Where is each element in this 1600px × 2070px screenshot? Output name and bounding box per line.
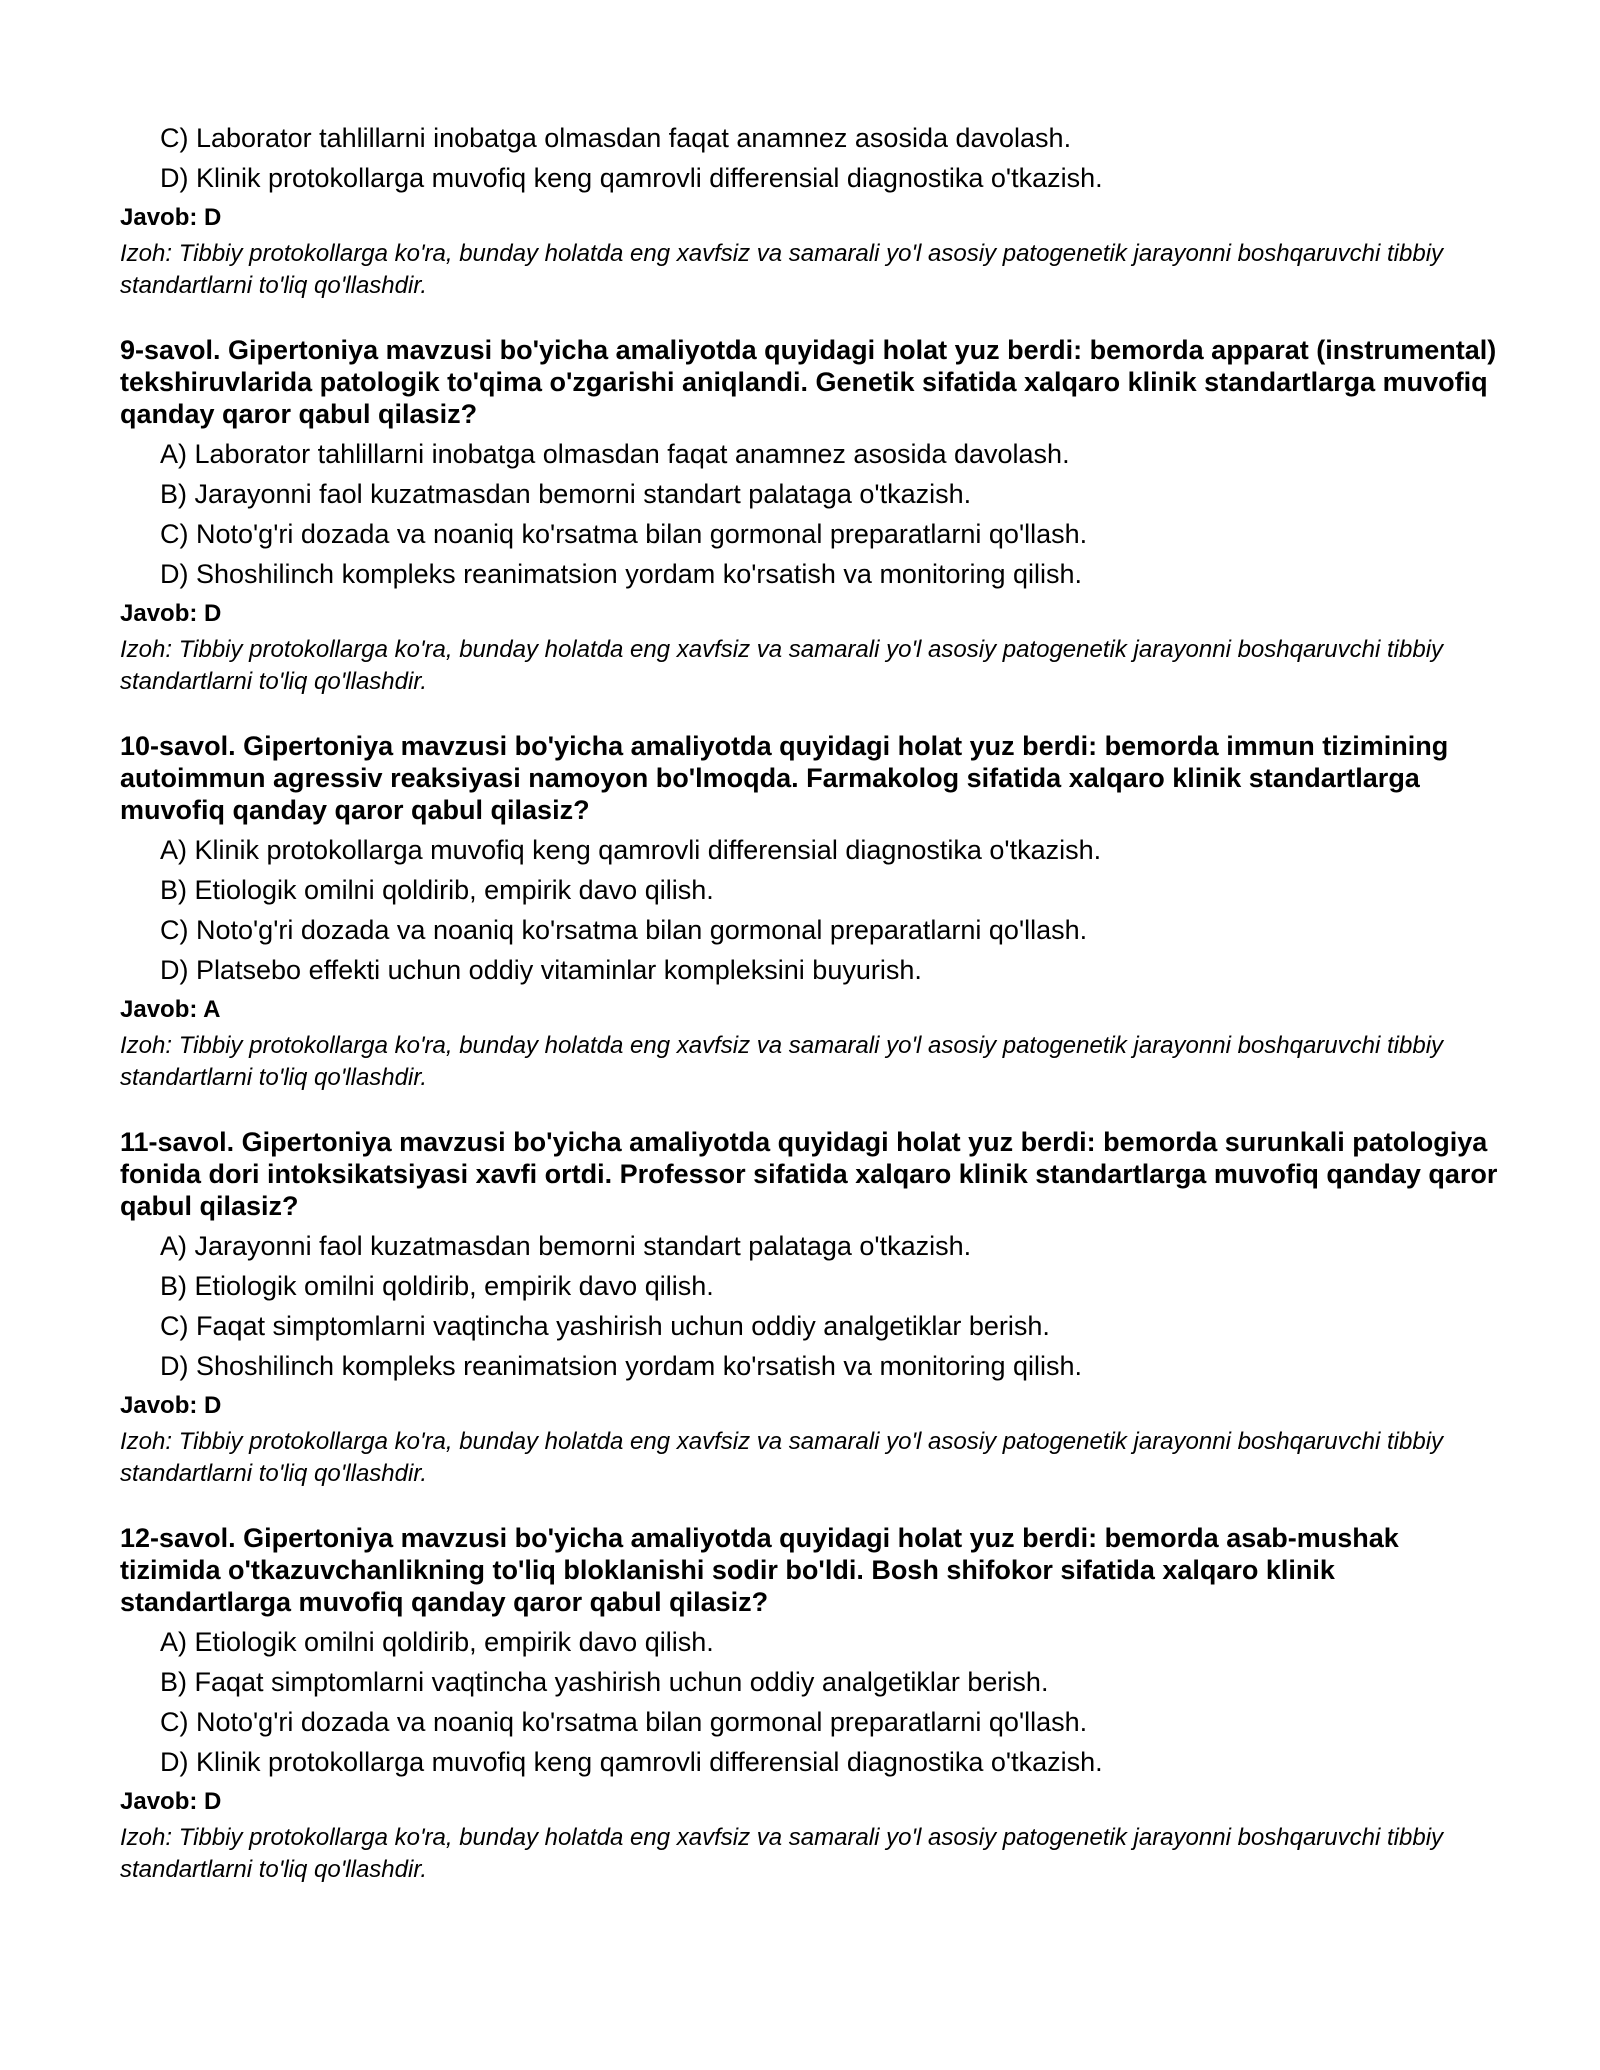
option-a: A) Laborator tahlillarni inobatga olmasdan faqat anamnez asosida davolash. bbox=[160, 439, 1070, 469]
question-block-9 bbox=[120, 334, 1500, 698]
option-c: C) Noto'g'ri dozada va noaniq ko'rsatma bilan gormonal preparatlarni qo'llash. bbox=[160, 519, 1088, 549]
explanation-note: Izoh: Tibbiy protokollarga ko'ra, bunday holatda eng xavfsiz va samarali yo'l asosiy patogenetik jarayonni boshqaruvchi tibbiy standartlarni to'liq qo'llashdir. bbox=[120, 1428, 1444, 1487]
option-a: A) Jarayonni faol kuzatmasdan bemorni standart palataga o'tkazish. bbox=[160, 1231, 972, 1261]
answer-options bbox=[120, 830, 1500, 990]
answer-label: Javob: D bbox=[120, 1788, 222, 1815]
option-c: C) Noto'g'ri dozada va noaniq ko'rsatma bilan gormonal preparatlarni qo'llash. bbox=[160, 1707, 1088, 1737]
document-page bbox=[120, 118, 1500, 1886]
option-c: C) Faqat simptomlarni vaqtincha yashirish uchun oddiy analgetiklar berish. bbox=[160, 1311, 1050, 1341]
explanation-note: Izoh: Tibbiy protokollarga ko'ra, bunday holatda eng xavfsiz va samarali yo'l asosiy patogenetik jarayonni boshqaruvchi tibbiy standartlarni to'liq qo'llashdir. bbox=[120, 636, 1444, 695]
option-a: A) Etiologik omilni qoldirib, empirik davo qilish. bbox=[160, 1627, 714, 1657]
question-text: 10-savol. Gipertoniya mavzusi bo'yicha amaliyotda quyidagi holat yuz berdi: bemorda immun tizimining autoimmun agressiv reaksiyasi namoyon bo'lmoqda. Farmakolog sifatida xalqaro klinik standartlarga muvofiq qanday qaror qabul qilasiz? bbox=[120, 731, 1449, 825]
question-block-10 bbox=[120, 730, 1500, 1094]
option-b: B) Jarayonni faol kuzatmasdan bemorni standart palataga o'tkazish. bbox=[160, 479, 972, 509]
question-8-continuation bbox=[120, 118, 1500, 302]
answer-label: Javob: D bbox=[120, 600, 222, 627]
answer-label: Javob: D bbox=[120, 204, 222, 231]
option-d: D) Klinik protokollarga muvofiq keng qamrovli differensial diagnostika o'tkazish. bbox=[160, 163, 1103, 193]
option-b: B) Faqat simptomlarni vaqtincha yashirish uchun oddiy analgetiklar berish. bbox=[160, 1667, 1049, 1697]
answer-options bbox=[120, 434, 1500, 594]
answer-options bbox=[120, 118, 1500, 198]
option-b: B) Etiologik omilni qoldirib, empirik davo qilish. bbox=[160, 1271, 714, 1301]
answer-options bbox=[120, 1622, 1500, 1782]
question-text: 11-savol. Gipertoniya mavzusi bo'yicha amaliyotda quyidagi holat yuz berdi: bemorda surunkali patologiya fonida dori intoksikatsiyasi xavfi ortdi. Professor sifatida xalqaro klinik standartlarga muvofiq qanday qaror qabul qilasiz? bbox=[120, 1127, 1498, 1221]
option-c: C) Noto'g'ri dozada va noaniq ko'rsatma bilan gormonal preparatlarni qo'llash. bbox=[160, 915, 1088, 945]
answer-label: Javob: A bbox=[120, 996, 221, 1023]
question-text: 12-savol. Gipertoniya mavzusi bo'yicha amaliyotda quyidagi holat yuz berdi: bemorda asab-mushak tizimida o'tkazuvchanlikning to'liq bloklanishi sodir bo'ldi. Bosh shifokor sifatida xalqaro klinik standartlarga muvofiq qanday qaror qabul qilasiz? bbox=[120, 1523, 1399, 1617]
option-d: D) Shoshilinch kompleks reanimatsion yordam ko'rsatish va monitoring qilish. bbox=[160, 559, 1083, 589]
option-b: B) Etiologik omilni qoldirib, empirik davo qilish. bbox=[160, 875, 714, 905]
option-d: D) Klinik protokollarga muvofiq keng qamrovli differensial diagnostika o'tkazish. bbox=[160, 1747, 1103, 1777]
option-d: D) Shoshilinch kompleks reanimatsion yordam ko'rsatish va monitoring qilish. bbox=[160, 1351, 1083, 1381]
option-c: C) Laborator tahlillarni inobatga olmasdan faqat anamnez asosida davolash. bbox=[160, 123, 1072, 153]
explanation-note: Izoh: Tibbiy protokollarga ko'ra, bunday holatda eng xavfsiz va samarali yo'l asosiy patogenetik jarayonni boshqaruvchi tibbiy standartlarni to'liq qo'llashdir. bbox=[120, 1824, 1444, 1883]
question-block-11 bbox=[120, 1126, 1500, 1490]
answer-options bbox=[120, 1226, 1500, 1386]
explanation-note: Izoh: Tibbiy protokollarga ko'ra, bunday holatda eng xavfsiz va samarali yo'l asosiy patogenetik jarayonni boshqaruvchi tibbiy standartlarni to'liq qo'llashdir. bbox=[120, 240, 1444, 299]
question-block-12 bbox=[120, 1522, 1500, 1886]
option-d: D) Platsebo effekti uchun oddiy vitaminlar kompleksini buyurish. bbox=[160, 955, 922, 985]
option-a: A) Klinik protokollarga muvofiq keng qamrovli differensial diagnostika o'tkazish. bbox=[160, 835, 1102, 865]
explanation-note: Izoh: Tibbiy protokollarga ko'ra, bunday holatda eng xavfsiz va samarali yo'l asosiy patogenetik jarayonni boshqaruvchi tibbiy standartlarni to'liq qo'llashdir. bbox=[120, 1032, 1444, 1091]
answer-label: Javob: D bbox=[120, 1392, 222, 1419]
question-text: 9-savol. Gipertoniya mavzusi bo'yicha amaliyotda quyidagi holat yuz berdi: bemorda apparat (instrumental) tekshiruvlarida patologik to'qima o'zgarishi aniqlandi. Genetik sifatida xalqaro klinik standartlarga muvofiq qanday qaror qabul qilasiz? bbox=[120, 335, 1497, 429]
